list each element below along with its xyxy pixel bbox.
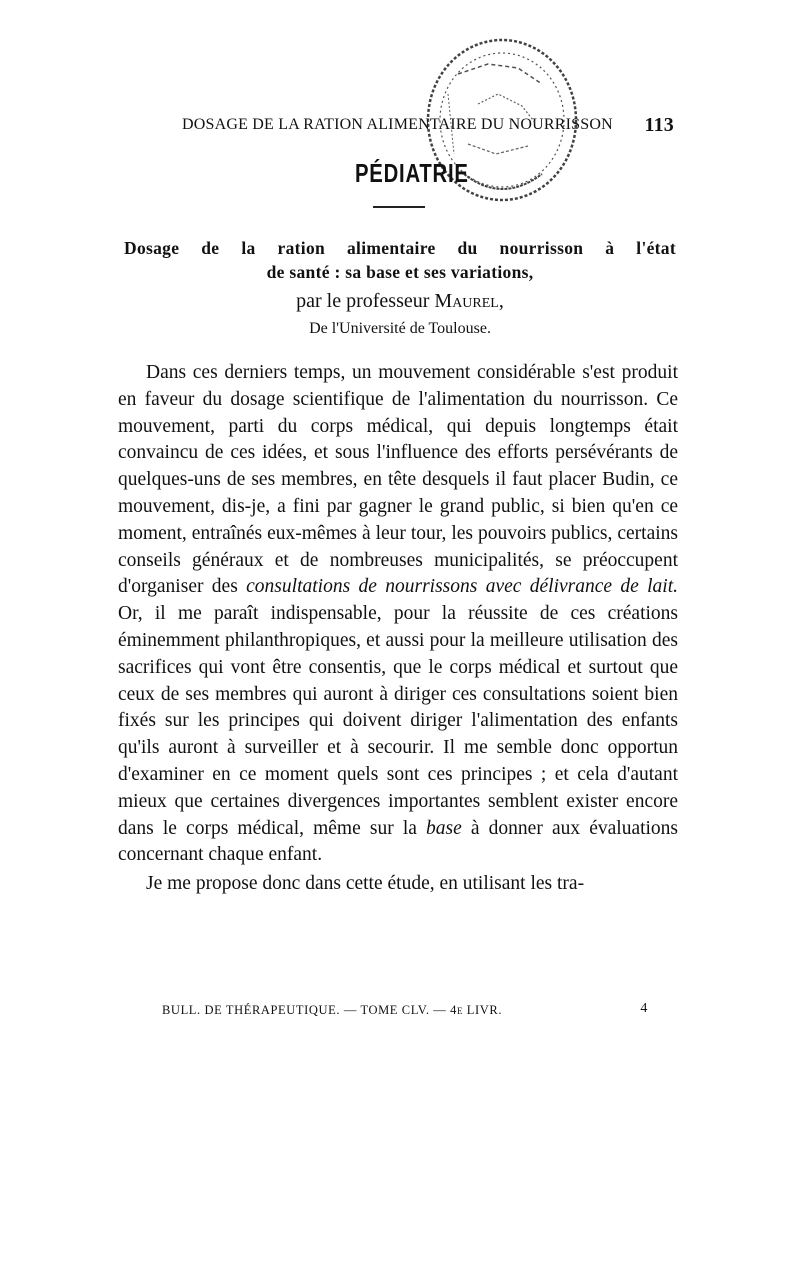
signature-mark: 4 (640, 1001, 648, 1016)
paragraph-text: Dans ces derniers temps, un mouvement considérable s'est produit en faveur du dosage scientifique de l'alimentation du nourrisson. Ce mouvement, parti du corps médical, qui depuis longtemps était convaincu de ces idées, et sous l'influence des efforts persévérants de quelques-uns de ses membres, en tête desquels il faut placer Budin, ce mouvement, dis-je, a fini par gagner le grand public, si bien qu'en ce moment, entraînés eux-mêmes à leur tour, les pouvoirs publics, certains conseils généraux et de nombreuses municipalités, se préoccupent d'organiser des (118, 362, 678, 598)
italic-text: base (426, 817, 462, 839)
byline-prefix: par le professeur (296, 290, 430, 312)
paragraph (118, 360, 678, 869)
italic-text: consultations de nourrissons avec délivrance de lait. (246, 576, 679, 598)
section-rule (373, 206, 425, 208)
page-footer (162, 1003, 662, 1023)
article-title-line-1: Dosage de la ration alimentaire du nourrisson à l'état (124, 238, 676, 258)
article-title (124, 236, 676, 284)
paragraph-text: Or, il me paraît indispensable, pour la réussite de ces créations éminemment philanthropiques, et aussi pour la meilleure utilisation des sacrifices qui vont être consentis, que le corps médical et surtout que ceux de ses membres qui auront à diriger ces consultations soient bien fixés sur les principes qui doivent diriger l'alimentation des enfants qu'ils auront à surveiller et à secourir. Il me semble donc opportun d'examiner en ce moment quels sont ces principes ; et cela d'autant mieux que certaines divergences importantes semblent exister encore dans le corps médical, même sur la (118, 603, 678, 839)
author-name: Maurel, (434, 290, 504, 312)
article-body (118, 360, 678, 898)
byline (124, 290, 676, 313)
page-number: 113 (644, 114, 674, 136)
paragraph: Je me propose donc dans cette étude, en utilisant les tra- (146, 873, 585, 895)
running-title: DOSAGE DE LA RATION ALIMENTAIRE DU NOURRISSON (182, 116, 613, 133)
paragraph-text: à donner aux évaluations concernant chaque enfant. (118, 817, 679, 866)
article-title-line-2: de santé : sa base et ses variations, (266, 262, 534, 282)
author-affiliation: De l'Université de Toulouse. (309, 320, 491, 337)
journal-reference: BULL. DE THÉRAPEUTIQUE. — TOME CLV. — 4e LIVR. (162, 1003, 503, 1017)
section-title: PÉDIATRIE (355, 158, 469, 188)
